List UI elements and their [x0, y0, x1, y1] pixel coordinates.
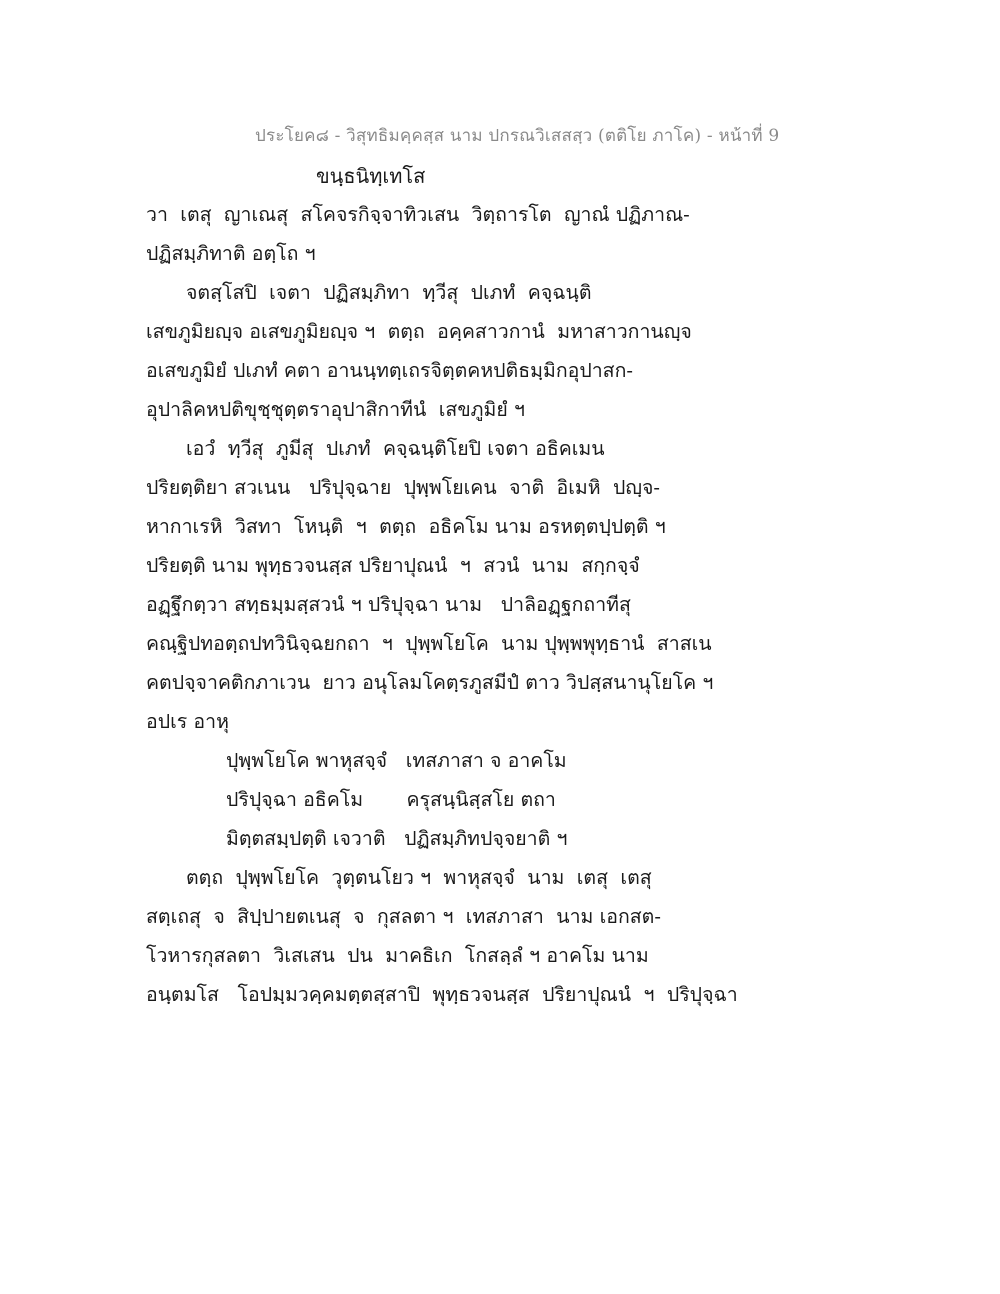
text-line: หากาเรหิ วิสทา โหนฺติ ฯ ตตฺถ อธิคโม นาม อรหตฺตปฺปตฺติ ฯ	[146, 515, 666, 538]
text-line: โวหารกุสลตา วิเสเสน ปน มาคธิเก โกสลฺลํ ฯ อาคโม นาม	[146, 944, 649, 967]
running-header: ประโยค๘ - วิสุทธิมคฺคสฺส นาม ปกรณวิเสสสฺว (ตติโย ภาโค) - หน้าที่ 9	[255, 126, 780, 146]
text-line: อุปาลิคหปติขุชฺชุตฺตราอุปาสิกาทีนํ เสขภูมิยํ ฯ	[146, 398, 525, 421]
verse-line: มิตฺตสมฺปตฺติ เจวาติ ปฏิสมฺภิทปจฺจยาติ ฯ	[226, 827, 568, 850]
text-line: ปฏิสมฺภิทาติ อตฺโถ ฯ	[146, 242, 316, 265]
verse-line: ปริปุจฺฉา อธิคโม ครุสนฺนิสฺสโย ตถา	[226, 788, 556, 811]
text-line: คณฺฐิปทอตฺถปทวินิจฺฉยกถา ฯ ปุพฺพโยโค นาม ปุพฺพพุทฺธานํ สาสเน	[146, 632, 712, 655]
text-line: ปริยตฺติยา สวเนน ปริปุจฺฉาย ปุพฺพโยเคน จาติ อิเมหิ ปญฺจ-	[146, 476, 661, 499]
paragraph-start-line: เอวํ ทฺวีสุ ภูมีสุ ปเภทํ คจฺฉนฺติโยปิ เจตา อธิคเมน	[186, 437, 605, 460]
text-line: อปเร อาหุ	[146, 710, 229, 733]
verse-line: ปุพฺพโยโค พาหุสจฺจํ เทสภาสา จ อาคโม	[226, 749, 567, 772]
text-line: สตฺเถสุ จ สิปฺปายตเนสุ จ กุสลตา ฯ เทสภาสา นาม เอกสต-	[146, 905, 661, 928]
text-line: คตปจฺจาคติกภาเวน ยาว อนุโลมโคตฺรภูสมีปํ ตาว วิปสฺสนานุโยโค ฯ	[146, 671, 714, 694]
text-line: อนฺตมโส โอปมฺมวคฺคมตฺตสฺสาปิ พุทฺธวจนสฺส ปริยาปุณนํ ฯ ปริปุจฺฉา	[146, 983, 738, 1006]
section-title: ขนฺธนิทฺเทโส	[316, 164, 426, 188]
paragraph-start-line: จตสฺโสปิ เจตา ปฏิสมฺภิทา ทฺวีสุ ปเภทํ คจฺฉนฺติ	[186, 281, 592, 304]
body-text	[146, 195, 886, 1014]
text-line: อฏฺฐึกตฺวา สทฺธมฺมสฺสวนํ ฯ ปริปุจฺฉา นาม ปาลิอฏฺฐกถาทีสุ	[146, 593, 631, 616]
text-line: เสขภูมิยญฺจ อเสขภูมิยญฺจ ฯ ตตฺถ อคฺคสาวกานํ มหาสาวกานญฺจ	[146, 320, 692, 343]
text-line: วา เตสุ ญาเณสุ สโคจรกิจฺจาทิวเสน วิตฺถารโต ญาณํ ปฏิภาณ-	[146, 203, 690, 226]
text-line: ปริยตฺติ นาม พุทฺธวจนสฺส ปริยาปุณนํ ฯ สวนํ นาม สกฺกจฺจํ	[146, 554, 640, 577]
text-line: อเสขภูมิยํ ปเภทํ คตา อานนฺทตฺเถรจิตฺตคหปติธมฺมิกอุปาสก-	[146, 359, 633, 382]
paragraph-start-line: ตตฺถ ปุพฺพโยโค วุตฺตนโยว ฯ พาหุสจฺจํ นาม เตสุ เตสุ	[186, 866, 652, 889]
